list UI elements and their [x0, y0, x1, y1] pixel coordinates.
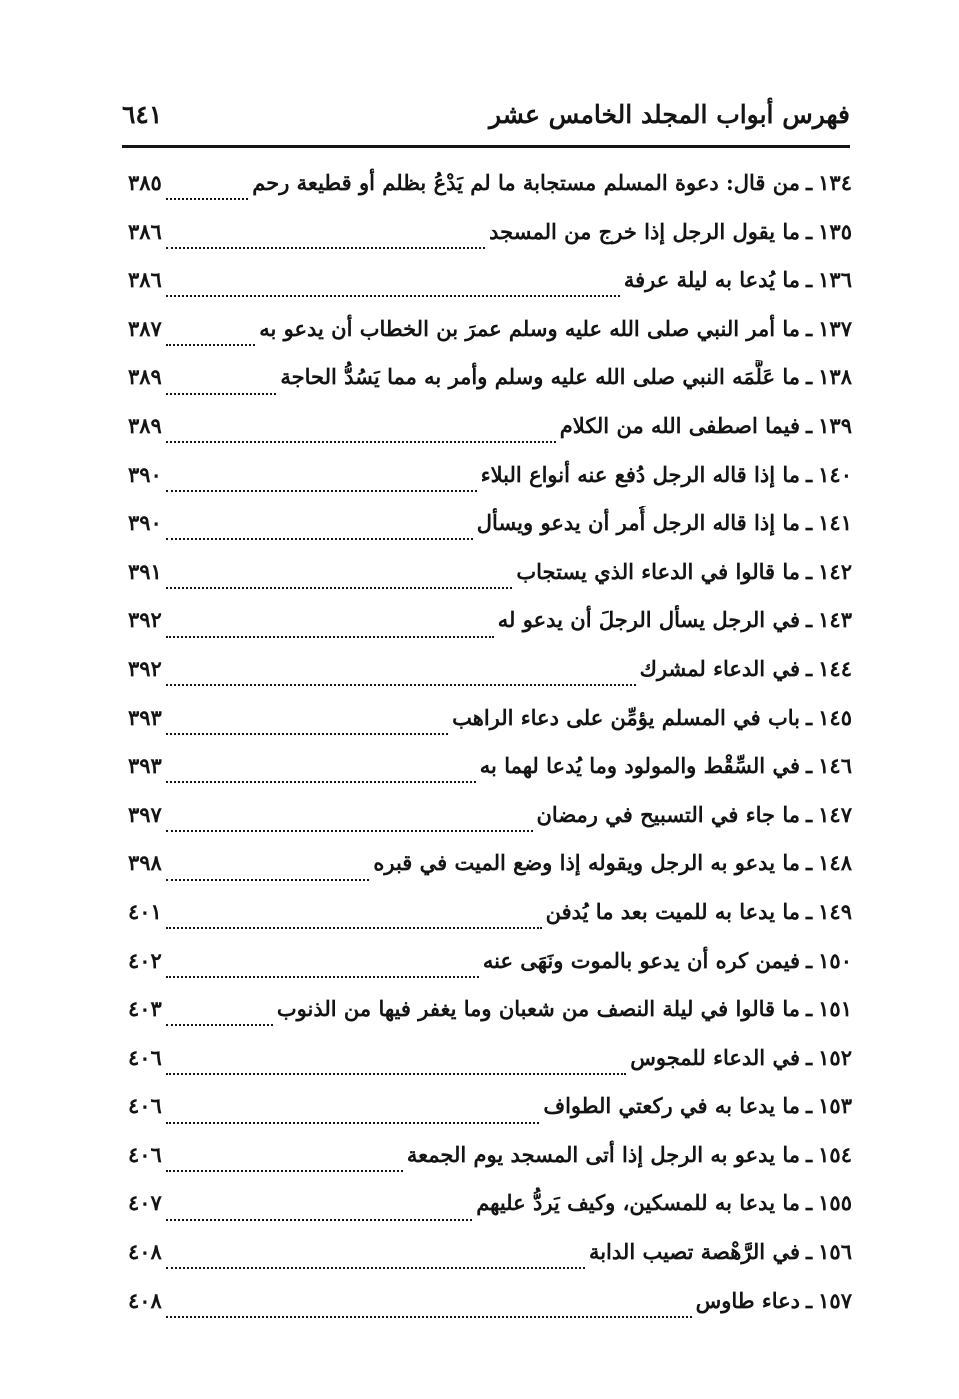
toc-entry-10 [128, 603, 852, 652]
toc-entry-11 [128, 652, 852, 701]
entry-page-number: ٣٨٦ [128, 218, 162, 244]
entry-page-number: ٤٠٦ [128, 1141, 162, 1167]
dot-leader [166, 879, 370, 881]
entry-title: ما قالوا في ليلة النصف من شعبان وما يغفر فيها من الذنوب [276, 996, 800, 1022]
entry-separator: ـ [806, 1190, 813, 1216]
entry-page-number: ٣٩٠ [128, 510, 162, 536]
entry-number: ١٤٨ [818, 850, 852, 876]
entry-page-number: ٤٠٨ [128, 1239, 162, 1265]
dot-leader [166, 587, 513, 589]
entry-number: ١٤١ [818, 510, 852, 536]
entry-number: ١٤٦ [818, 753, 852, 779]
entry-separator: ـ [806, 1287, 813, 1313]
entry-title: من قال: دعوة المسلم مستجابة ما لم يَدْعُ بظلم أو قطيعة رحم [252, 170, 800, 195]
entry-separator: ـ [806, 461, 813, 487]
entry-title: ما يدعا به في ركعتي الطواف [543, 1093, 800, 1119]
toc-entry-14 [128, 798, 852, 847]
toc-entry-4 [128, 312, 852, 361]
dot-leader [166, 1170, 403, 1172]
entry-separator: ـ [806, 1239, 813, 1265]
entry-title: ما إذا قاله الرجل أُمر أن يدعو ويسأل [476, 510, 800, 536]
toc-entry-15 [128, 846, 852, 895]
toc-entry-16 [128, 895, 852, 944]
entry-separator: ـ [806, 267, 813, 293]
header-title: فهرس أبواب المجلد الخامس عشر [488, 100, 850, 129]
header-page-number: ٦٤١ [122, 100, 163, 129]
entry-page-number: ٣٨٩ [128, 364, 162, 390]
entry-number: ١٤٤ [818, 655, 852, 681]
entry-page-number: ٣٩٨ [128, 850, 162, 876]
entry-title: ما يقول الرجل إذا خرج من المسجد [489, 218, 800, 244]
entry-title: في الدعاء للمجوس [630, 1044, 800, 1070]
entry-separator: ـ [806, 801, 813, 827]
entry-number: ١٥٧ [818, 1287, 852, 1313]
entry-number: ١٤٣ [818, 607, 852, 633]
toc-entry-9 [128, 555, 852, 604]
entry-title: ما إذا قاله الرجل دُفع عنه أنواع البلاء [480, 461, 800, 487]
entry-number: ١٥١ [818, 996, 852, 1022]
entry-number: ١٤٠ [818, 461, 852, 487]
entry-title: فيما اصطفى الله من الكلام [559, 412, 800, 438]
entry-separator: ـ [806, 704, 813, 730]
entry-number: ١٤٥ [818, 704, 852, 730]
entry-page-number: ٣٨٧ [128, 315, 162, 341]
entry-title: دعاء طاوس [695, 1287, 800, 1313]
entry-page-number: ٣٨٦ [128, 267, 162, 293]
toc-entry-23 [128, 1235, 852, 1284]
toc-entry-6 [128, 409, 852, 458]
toc-entry-1 [128, 166, 852, 215]
entry-number: ١٥٥ [818, 1190, 852, 1216]
entry-page-number: ٣٨٩ [128, 412, 162, 438]
dot-leader [166, 1316, 692, 1318]
toc-entry-18 [128, 992, 852, 1041]
entry-separator: ـ [806, 510, 813, 536]
entry-separator: ـ [806, 558, 813, 584]
entry-title: ما يدعو به الرجل ويقوله إذا وضع الميت في قبره [373, 850, 800, 876]
entry-title: في الرجل يسأل الرجلَ أن يدعو له [497, 607, 800, 633]
entry-number: ١٤٧ [818, 801, 852, 827]
entry-title: ما أمر النبي صلى الله عليه وسلم عمرَ بن الخطاب أن يدعو به [259, 315, 800, 341]
entry-number: ١٣٤ [818, 170, 852, 195]
entry-page-number: ٣٩١ [128, 558, 162, 584]
dot-leader [166, 636, 494, 638]
entry-title: باب في المسلم يؤمِّن على دعاء الراهب [452, 704, 800, 730]
entry-separator: ـ [806, 1141, 813, 1167]
entry-title: في الدعاء لمشرك [639, 655, 800, 681]
toc-entry-21 [128, 1138, 852, 1187]
table-of-contents [128, 166, 852, 1332]
entry-number: ١٤٩ [818, 898, 852, 924]
entry-number: ١٥٢ [818, 1044, 852, 1070]
entry-page-number: ٣٩٣ [128, 753, 162, 779]
entry-number: ١٥٦ [818, 1239, 852, 1265]
entry-page-number: ٣٨٥ [128, 170, 162, 195]
dot-leader [166, 490, 477, 492]
entry-separator: ـ [806, 315, 813, 341]
toc-entry-22 [128, 1186, 852, 1235]
entry-separator: ـ [806, 218, 813, 244]
entry-separator: ـ [806, 947, 813, 973]
toc-entry-20 [128, 1089, 852, 1138]
entry-separator: ـ [806, 753, 813, 779]
toc-entry-12 [128, 701, 852, 750]
entry-separator: ـ [806, 1093, 813, 1119]
entry-separator: ـ [806, 996, 813, 1022]
entry-number: ١٥٤ [818, 1141, 852, 1167]
entry-title: فيمن كره أن يدعو بالموت ونَهَى عنه [482, 947, 800, 973]
entry-page-number: ٤٠٢ [128, 947, 162, 973]
entry-separator: ـ [806, 898, 813, 924]
entry-number: ١٣٦ [818, 267, 852, 293]
dot-leader [166, 976, 479, 978]
dot-leader [166, 393, 277, 395]
entry-separator: ـ [806, 364, 813, 390]
dot-leader [166, 1267, 585, 1269]
dot-leader [166, 538, 473, 540]
toc-entry-3 [128, 263, 852, 312]
toc-entry-24 [128, 1284, 852, 1333]
dot-leader [166, 927, 542, 929]
toc-entry-19 [128, 1041, 852, 1090]
entry-page-number: ٤٠١ [128, 898, 162, 924]
entry-number: ١٣٧ [818, 315, 852, 341]
entry-page-number: ٤٠٦ [128, 1044, 162, 1070]
dot-leader [166, 733, 448, 735]
entry-title: في السِّقْط والمولود وما يُدعا لهما به [479, 753, 800, 779]
entry-separator: ـ [806, 607, 813, 633]
entry-title: ما يدعو به الرجل إذا أتى المسجد يوم الجمعة [406, 1141, 800, 1167]
entry-page-number: ٣٩٧ [128, 801, 162, 827]
entry-separator: ـ [806, 655, 813, 681]
toc-entry-13 [128, 749, 852, 798]
entry-title: في الرَّهْصة تصيب الدابة [588, 1239, 800, 1265]
entry-title: ما عَلَّمَه النبي صلى الله عليه وسلم وأمر به مما يَسُدُّ الحاجة [280, 364, 800, 390]
dot-leader [166, 1073, 626, 1075]
entry-number: ١٥٠ [818, 947, 852, 973]
dot-leader [166, 198, 248, 200]
toc-entry-17 [128, 944, 852, 993]
entry-page-number: ٣٩٣ [128, 704, 162, 730]
entry-page-number: ٤٠٧ [128, 1190, 162, 1216]
entry-number: ١٣٨ [818, 364, 852, 390]
entry-page-number: ٣٩٠ [128, 461, 162, 487]
entry-title: ما قالوا في الدعاء الذي يستجاب [516, 558, 800, 584]
dot-leader [166, 1122, 539, 1124]
entry-number: ١٥٣ [818, 1093, 852, 1119]
dot-leader [166, 344, 255, 346]
toc-entry-8 [128, 506, 852, 555]
entry-page-number: ٤٠٦ [128, 1093, 162, 1119]
header-rule [122, 145, 850, 148]
entry-title: ما يدعا به للمسكين، وكيف يَردُّ عليهم [476, 1190, 800, 1216]
entry-page-number: ٣٩٢ [128, 655, 162, 681]
entry-page-number: ٤٠٨ [128, 1287, 162, 1313]
dot-leader [166, 295, 620, 297]
entry-title: ما يُدعا به ليلة عرفة [623, 267, 800, 293]
entry-title: ما يدعا به للميت بعد ما يُدفن [545, 898, 800, 924]
entry-title: ما جاء في التسبيح في رمضان [536, 801, 800, 827]
page-header [122, 96, 850, 140]
entry-page-number: ٤٠٣ [128, 996, 162, 1022]
dot-leader [166, 684, 636, 686]
entry-number: ١٣٥ [818, 218, 852, 244]
dot-leader [166, 830, 533, 832]
dot-leader [166, 1024, 273, 1026]
entry-separator: ـ [806, 850, 813, 876]
toc-entry-2 [128, 215, 852, 264]
dot-leader [166, 441, 556, 443]
entry-separator: ـ [806, 170, 813, 195]
entry-number: ١٣٩ [818, 412, 852, 438]
toc-entry-7 [128, 458, 852, 507]
dot-leader [166, 781, 476, 783]
entry-number: ١٤٢ [818, 558, 852, 584]
dot-leader [166, 247, 485, 249]
dot-leader [166, 1219, 472, 1221]
toc-entry-5 [128, 360, 852, 409]
entry-page-number: ٣٩٢ [128, 607, 162, 633]
entry-separator: ـ [806, 1044, 813, 1070]
entry-separator: ـ [806, 412, 813, 438]
